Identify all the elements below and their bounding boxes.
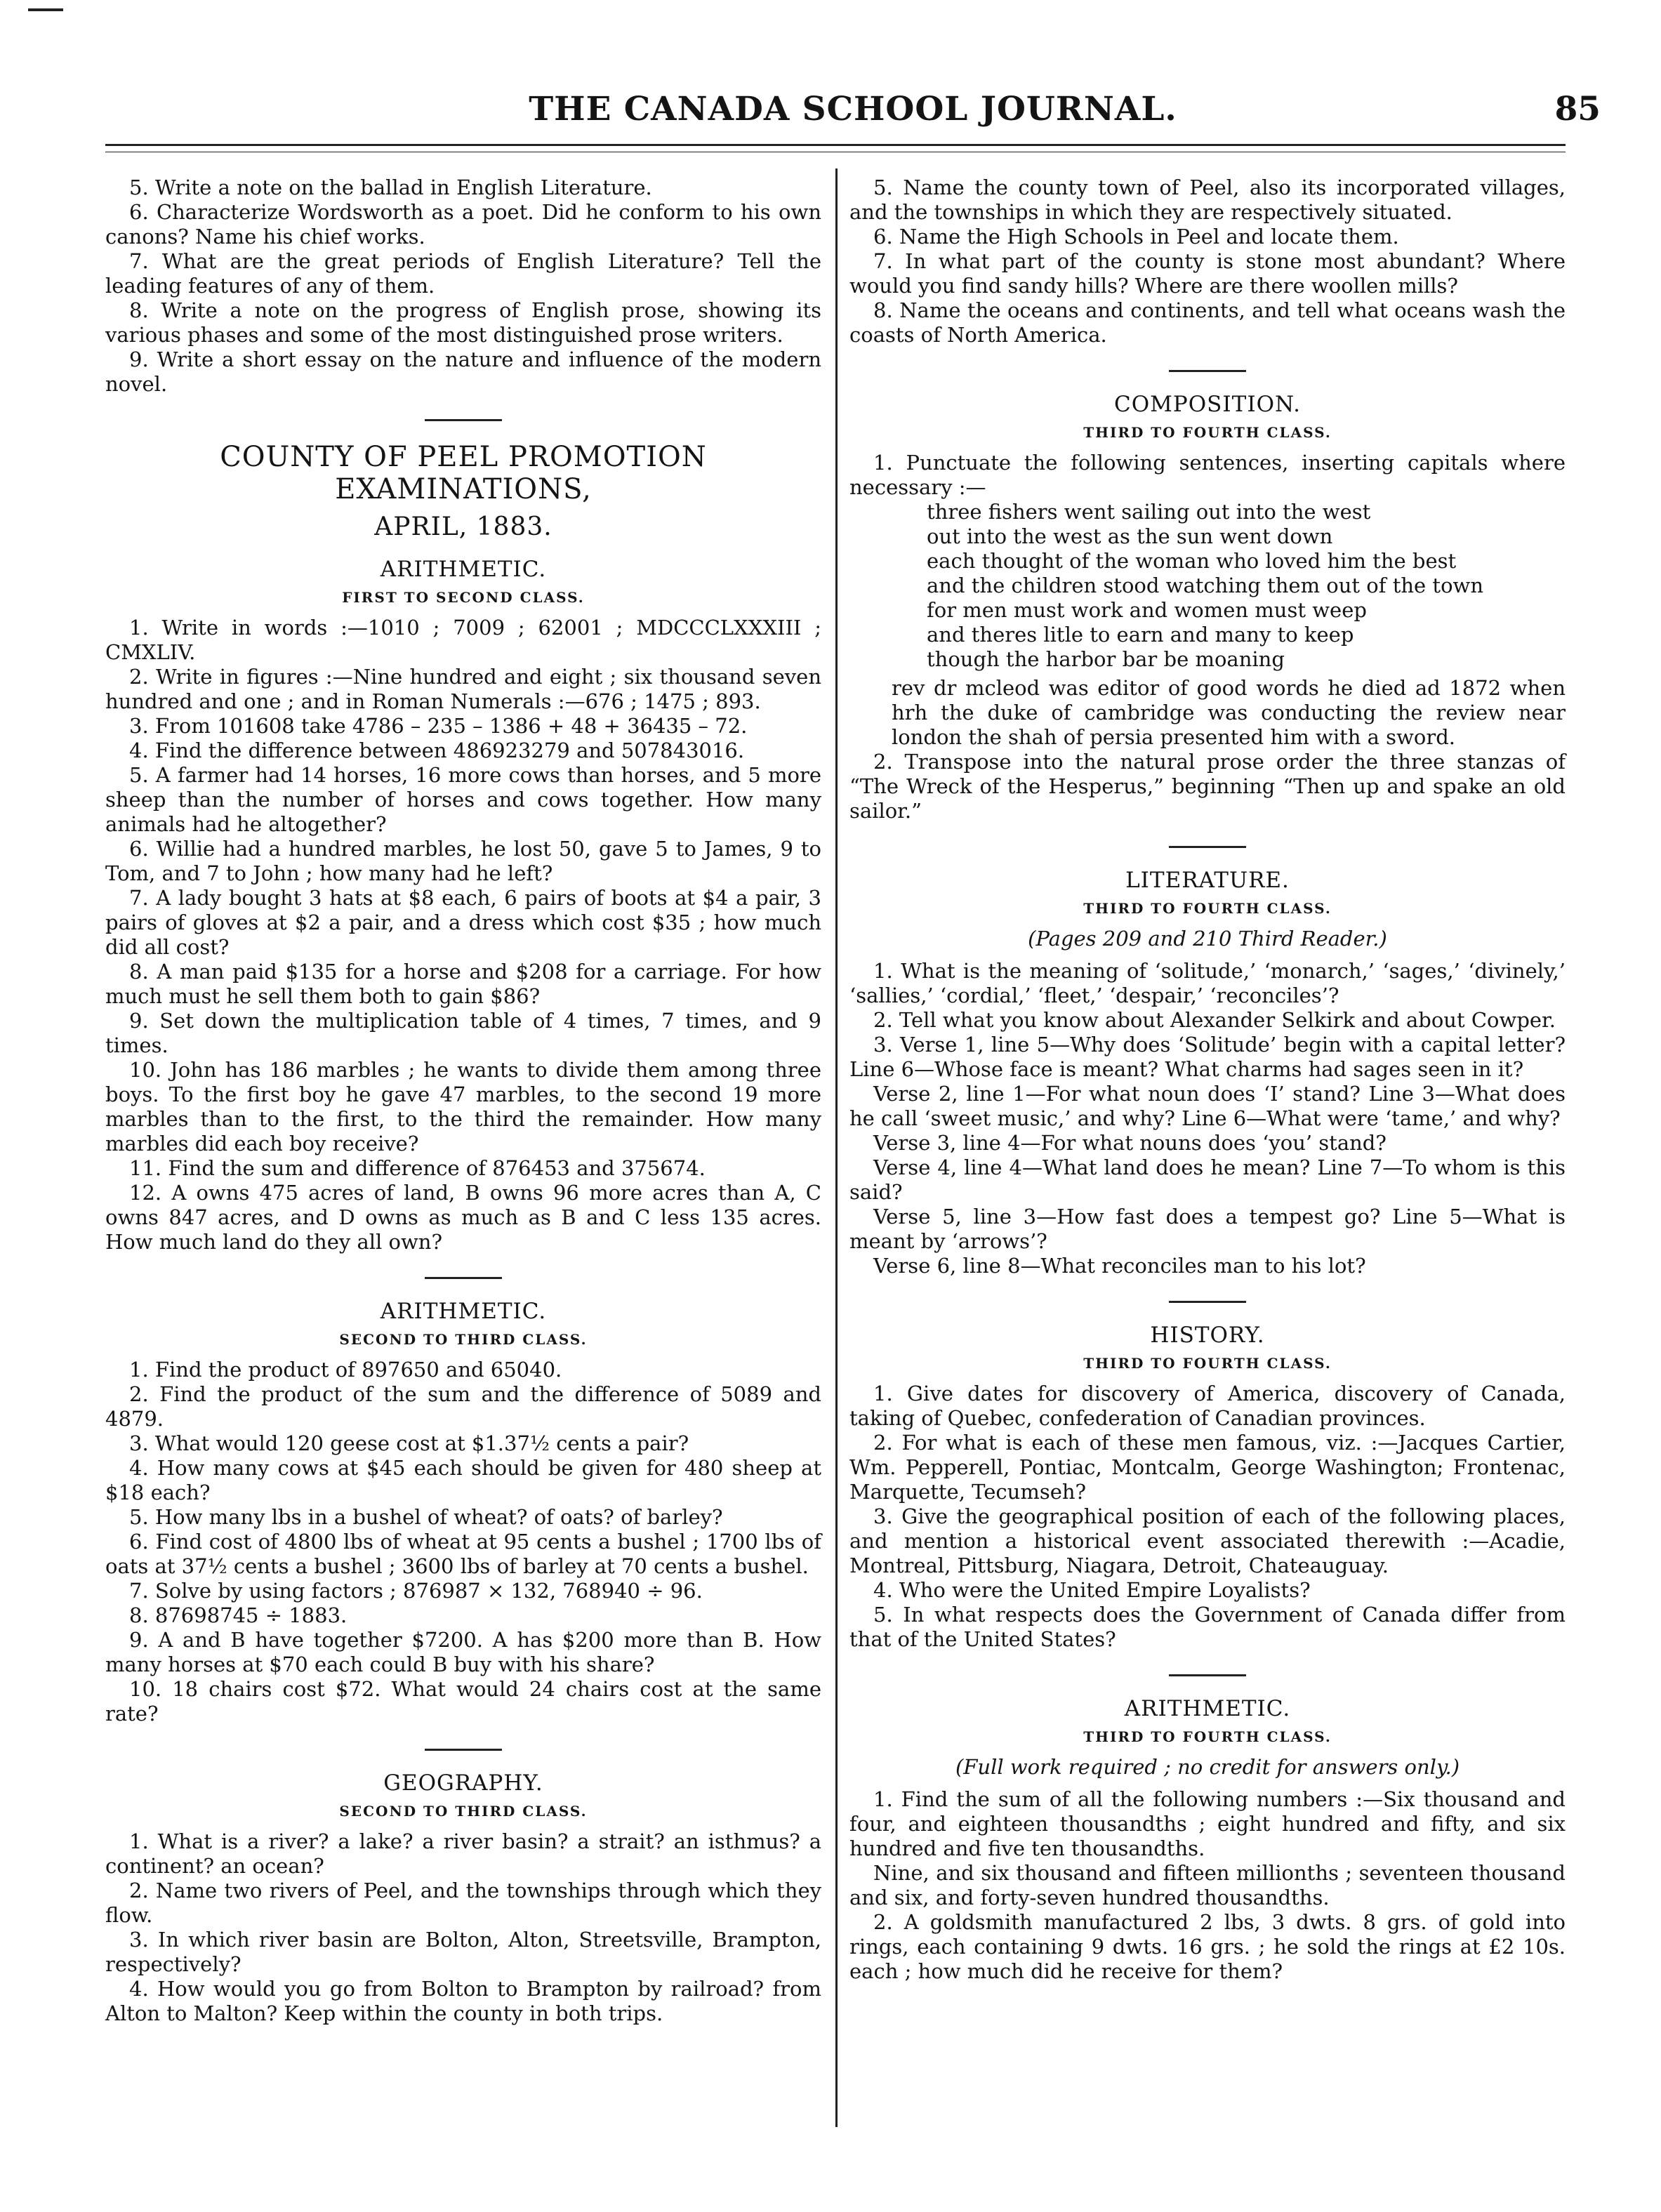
left-column	[105, 175, 821, 2026]
section-rule	[425, 1277, 502, 1279]
question: 2. Write in figures :—Nine hundred and eight ; six thousand seven hundred and one ; and in Roman Numerals :—676 ; 1475 ; 893.	[105, 665, 821, 713]
class-label: THIRD TO FOURTH CLASS.	[1083, 900, 1332, 917]
question: 5. Name the county town of Peel, also its incorporated villages, and the townships in which they are respectively situated.	[849, 175, 1566, 224]
question: 2. Name two rivers of Peel, and the townships through which they flow.	[105, 1879, 821, 1927]
question: 2. Tell what you know about Alexander Selkirk and about Cowper.	[873, 1008, 1556, 1032]
poem-line: and the children stood watching them out of the town	[927, 574, 1484, 597]
question: 5. How many lbs in a bushel of wheat? of oats? of barley?	[129, 1505, 723, 1529]
question: Verse 4, line 4—What land does he mean? Line 7—To whom is this said?	[849, 1155, 1566, 1204]
question: 9. Set down the multiplication table of 4 times, 7 times, and 9 times.	[105, 1009, 821, 1057]
question: 8. Write a note on the progress of English prose, showing its various phases and some of the most distinguished prose writers.	[105, 298, 821, 347]
section-note: (Pages 209 and 210 Third Reader.)	[1028, 927, 1387, 951]
poem-line: though the harbor bar be moaning	[927, 647, 1285, 671]
class-label: THIRD TO FOURTH CLASS.	[1083, 1355, 1332, 1372]
geography-questions	[105, 1829, 821, 2026]
question: 1. Find the product of 897650 and 65040.	[129, 1358, 562, 1382]
exam-title: COUNTY OF PEEL PROMOTION EXAMINATIONS,	[220, 441, 707, 505]
section-title-arithmetic-1: ARITHMETIC.	[380, 557, 547, 582]
question: 3. In which river basin are Bolton, Alton, Streetsville, Brampton, respectively?	[105, 1928, 821, 1976]
section-rule	[1169, 846, 1246, 848]
section-title-history: HISTORY.	[1150, 1323, 1265, 1348]
question: 1. Write in words :—1010 ; 7009 ; 62001 ; MDCCCLXXXIII ; CMXLIV.	[105, 616, 821, 664]
exam-date: APRIL, 1883.	[374, 512, 552, 541]
question: 2. A goldsmith manufactured 2 lbs, 3 dwts. 8 grs. of gold into rings, each containing 9 dwts. 16 grs. ; he sold the rings at £2 10s. each ; how much did he receive for them?	[849, 1910, 1566, 1983]
class-label: THIRD TO FOURTH CLASS.	[1083, 424, 1332, 441]
question: 9. Write a short essay on the nature and influence of the modern novel.	[105, 347, 821, 396]
question: 8. Name the oceans and continents, and tell what oceans wash the coasts of North America.	[849, 298, 1566, 347]
question: 8. 87698745 ÷ 1883.	[129, 1603, 348, 1627]
section-title-geography: GEOGRAPHY.	[383, 1770, 543, 1796]
question: Verse 5, line 3—How fast does a tempest go? Line 5—What is meant by ‘arrows’?	[849, 1205, 1566, 1253]
section-title-arithmetic-2: ARITHMETIC.	[380, 1299, 547, 1324]
question: 6. Characterize Wordsworth as a poet. Did he conform to his own canons? Name his chief works.	[105, 200, 821, 249]
section-title-composition: COMPOSITION.	[1114, 392, 1301, 417]
question: 1. What is a river? a lake? a river basin? a strait? an isthmus? a continent? an ocean?	[105, 1829, 821, 1878]
right-column	[849, 175, 1566, 1984]
question: 1. Punctuate the following sentences, inserting capitals where necessary :—	[849, 451, 1566, 499]
class-label: THIRD TO FOURTH CLASS.	[1083, 1728, 1332, 1745]
prose-excerpt: rev dr mcleod was editor of good words he died ad 1872 when hrh the duke of cambridge was conducting the review near london the shah of persia presented him with a sword.	[892, 676, 1566, 749]
class-label: FIRST TO SECOND CLASS.	[342, 589, 585, 606]
question: 11. Find the sum and difference of 876453 and 375674.	[129, 1156, 706, 1180]
section-rule	[1169, 370, 1246, 372]
geography-questions-continued	[849, 175, 1566, 347]
question: 5. Write a note on the ballad in English Literature.	[129, 175, 652, 199]
section-rule	[1169, 1301, 1246, 1303]
poem-line: for men must work and women must weep	[927, 598, 1367, 622]
section-note: (Full work required ; no credit for answers only.)	[955, 1755, 1460, 1779]
question: 3. Give the geographical position of each of the following places, and mention a historical event associated therewith :—Acadie, Montreal, Pittsburg, Niagara, Detroit, Chateauguay.	[849, 1504, 1566, 1577]
question: 2. For what is each of these men famous, viz. :—Jacques Cartier, Wm. Pepperell, Pontiac, Montcalm, George Washington; Frontenac, Marquette, Tecumseh?	[849, 1431, 1566, 1504]
question: 12. A owns 475 acres of land, B owns 96 more acres than A, C owns 847 acres, and D owns as much as B and C less 135 acres. How much land do they all own?	[105, 1181, 821, 1254]
class-label: SECOND TO THIRD CLASS.	[339, 1803, 588, 1820]
question: 6. Willie had a hundred marbles, he lost 50, gave 5 to James, 9 to Tom, and 7 to John ; how many had he left?	[105, 837, 821, 885]
question: 4. How many cows at $45 each should be given for 480 sheep at $18 each?	[105, 1456, 821, 1504]
poem-line: out into the west as the sun went down	[927, 524, 1333, 548]
page-header	[105, 90, 1601, 139]
section-rule	[425, 1749, 502, 1751]
corner-mark	[28, 8, 63, 11]
question: 7. A lady bought 3 hats at $8 each, 6 pairs of boots at $4 a pair, 3 pairs of gloves at $2 a pair, and a dress which cost $35 ; how much did all cost?	[105, 886, 821, 959]
arithmetic-1-questions	[105, 616, 821, 1254]
question: Verse 3, line 4—For what nouns does ‘you’ stand?	[873, 1131, 1387, 1155]
question: 3. Verse 1, line 5—Why does ‘Solitude’ begin with a capital letter? Line 6—Whose face is meant? What charms had sages seen in it?	[849, 1033, 1566, 1081]
question: 6. Find cost of 4800 lbs of wheat at 95 cents a bushel ; 1700 lbs of oats at 37½ cents a bushel ; 3600 lbs of barley at 70 cents a bushel.	[105, 1530, 821, 1578]
question: 7. In what part of the county is stone most abundant? Where would you find sandy hills? Where are there woollen mills?	[849, 249, 1566, 298]
question: Nine, and six thousand and fifteen millionths ; seventeen thousand and six, and forty-seven hundred thousandths.	[849, 1861, 1566, 1909]
question: 1. Find the sum of all the following numbers :—Six thousand and four, and eighteen thousandths ; eight hundred and fifty, and six hundred and five ten thousandths.	[849, 1787, 1566, 1860]
section-rule	[1169, 1674, 1246, 1676]
journal-title: THE CANADA SCHOOL JOURNAL.	[529, 90, 1177, 128]
question: 10. 18 chairs cost $72. What would 24 chairs cost at the same rate?	[105, 1677, 821, 1726]
arithmetic-2-questions	[105, 1358, 821, 1726]
column-divider	[835, 168, 838, 2127]
class-label: SECOND TO THIRD CLASS.	[339, 1331, 588, 1348]
question: 7. What are the great periods of English Literature? Tell the leading features of any of them.	[105, 249, 821, 298]
question: 1. What is the meaning of ‘solitude,’ ‘monarch,’ ‘sages,’ ‘divinely,’ ‘sallies,’ ‘cordial,’ ‘fleet,’ ‘despair,’ ‘reconciles’?	[849, 959, 1566, 1007]
history-questions	[849, 1382, 1566, 1652]
section-rule	[425, 419, 502, 421]
poem-line: three fishers went sailing out into the west	[927, 500, 1371, 524]
question: 4. How would you go from Bolton to Brampton by railroad? from Alton to Malton? Keep within the county in both trips.	[105, 1977, 821, 2025]
question: 9. A and B have together $7200. A has $200 more than B. How many horses at $70 each could B buy with his share?	[105, 1628, 821, 1676]
poem-excerpt	[849, 500, 1566, 672]
question: 1. Give dates for discovery of America, discovery of Canada, taking of Quebec, confederation of Canadian provinces.	[849, 1382, 1566, 1430]
arithmetic-3-questions	[849, 1787, 1566, 1984]
question: Verse 6, line 8—What reconciles man to his lot?	[873, 1254, 1366, 1278]
question: 7. Solve by using factors ; 876987 × 132, 768940 ÷ 96.	[129, 1579, 703, 1603]
header-rule	[105, 144, 1566, 146]
page-number: 85	[1554, 90, 1601, 128]
question: 6. Name the High Schools in Peel and locate them.	[873, 225, 1399, 249]
question: 5. In what respects does the Government of Canada differ from that of the United States?	[849, 1603, 1566, 1651]
question: 2. Transpose into the natural prose order the three stanzas of “The Wreck of the Hesperus,” beginning “Then up and spake an old sailor.”	[849, 750, 1566, 823]
question: 3. From 101608 take 4786 – 235 – 1386 + 48 + 36435 – 72.	[129, 714, 748, 738]
section-title-literature: LITERATURE.	[1125, 868, 1290, 893]
question: 10. John has 186 marbles ; he wants to divide them among three boys. To the first boy he gave 47 marbles, to the second 19 more marbles than to the first, to the third the remainder. How many marbles did each boy receive?	[105, 1058, 821, 1155]
question: 4. Find the difference between 486923279 and 507843016.	[129, 739, 745, 762]
section-title-arithmetic-3: ARITHMETIC.	[1124, 1696, 1291, 1721]
question: 8. A man paid $135 for a horse and $208 for a carriage. For how much must he sell them both to gain $86?	[105, 960, 821, 1008]
question: Verse 2, line 1—For what noun does ‘I’ stand? Line 3—What does he call ‘sweet music,’ and why? Line 6—What were ‘tame,’ and why?	[849, 1082, 1566, 1130]
question: 2. Find the product of the sum and the difference of 5089 and 4879.	[105, 1382, 821, 1431]
literature-questions-continued	[105, 175, 821, 397]
question: 5. A farmer had 14 horses, 16 more cows than horses, and 5 more sheep than the number of horses and cows together. How many animals had he altogether?	[105, 763, 821, 836]
poem-line: and theres litle to earn and many to keep	[927, 623, 1354, 647]
question: 3. What would 120 geese cost at $1.37½ cents a pair?	[129, 1431, 689, 1455]
question: 4. Who were the United Empire Loyalists?	[873, 1578, 1311, 1602]
poem-line: each thought of the woman who loved him the best	[927, 549, 1457, 573]
literature-questions	[849, 959, 1566, 1278]
